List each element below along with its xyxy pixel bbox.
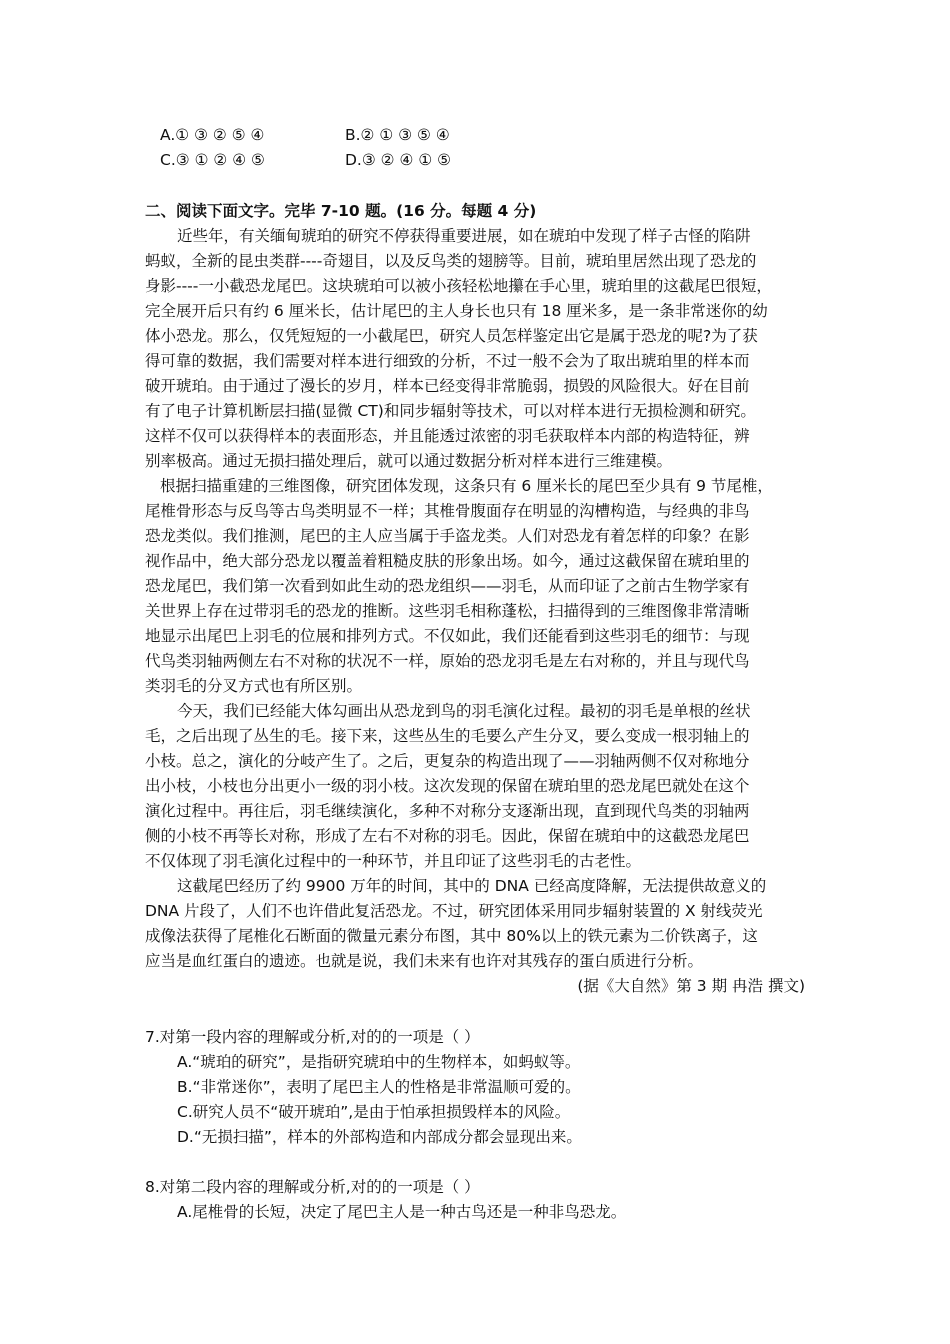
option-b: B.② ① ③ ⑤ ④ (345, 126, 450, 144)
question-7-option-d: D.“无损扫描”，样本的外部构造和内部成分都会显现出来。 (177, 1128, 582, 1146)
passage-line: 出小枝，小枝也分出更小一级的羽小枝。这次发现的保留在琥珀里的恐龙尾巴就处在这个 (145, 777, 750, 795)
passage-line: 别率极高。通过无损扫描处理后，就可以通过数据分析对样本进行三维建模。 (145, 452, 673, 470)
question-8-option-a: A.尾椎骨的长短，决定了尾巴主人是一种古鸟还是一种非鸟恐龙。 (177, 1203, 627, 1221)
passage-line: 有了电子计算机断层扫描(显微 CT)和同步辐射等技术，可以对样本进行无损检测和研究。 (145, 402, 756, 420)
passage-line: 今天，我们已经能大体勾画出从恐龙到鸟的羽毛演化过程。最初的羽毛是单根的丝状 (177, 702, 751, 720)
passage-line: 蚂蚁，全新的昆虫类群----奇翅目，以及反鸟类的翅膀等。目前，琥珀里居然出现了恐龙的 (145, 252, 757, 270)
option-d: D.③ ② ④ ① ⑤ (345, 151, 452, 169)
source-citation: (据《大自然》第 3 期 冉浩 撰文) (577, 977, 805, 995)
passage-line: 这截尾巴经历了约 9900 万年的时间，其中的 DNA 已经高度降解，无法提供故意义的 (177, 877, 767, 895)
passage-line: 小枝。总之，演化的分岐产生了。之后，更复杂的构造出现了——羽轴两侧不仅对称地分 (145, 752, 750, 770)
passage-line: 不仅体现了羽毛演化过程中的一种环节，并且印证了这些羽毛的古老性。 (145, 852, 642, 870)
question-8-stem: 8.对第二段内容的理解或分析,对的的一项是（ ） (145, 1178, 480, 1196)
option-c: C.③ ① ② ④ ⑤ (160, 151, 265, 169)
passage-line: 尾椎骨形态与反鸟等古鸟类明显不一样；其椎骨腹面存在明显的沟槽构造，与经典的非鸟 (145, 502, 750, 520)
passage-line: 恐龙尾巴，我们第一次看到如此生动的恐龙组织——羽毛，从而印证了之前古生物学家有 (145, 577, 750, 595)
passage-line: 演化过程中。再往后，羽毛继续演化，多种不对称分支逐渐出现，直到现代鸟类的羽轴两 (145, 802, 750, 820)
passage-line: 破开琥珀。由于通过了漫长的岁月，样本已经变得非常脆弱，损毁的风险很大。好在目前 (145, 377, 750, 395)
passage-line: 成像法获得了尾椎化石断面的微量元素分布图，其中 80%以上的铁元素为二价铁离子，这 (145, 927, 758, 945)
passage-line: 视作品中，绝大部分恐龙以覆盖着粗糙皮肤的形象出场。如今，通过这截保留在琥珀里的 (145, 552, 750, 570)
option-a: A.① ③ ② ⑤ ④ (160, 126, 265, 144)
passage-line: 代鸟类羽轴两侧左右不对称的状况不一样，原始的恐龙羽毛是左右对称的，并且与现代鸟 (145, 652, 750, 670)
passage-line: 身影----一小截恐龙尾巴。这块琥珀可以被小孩轻松地攥在手心里，琥珀里的这截尾巴很短， (145, 277, 772, 295)
passage-line: 近些年，有关缅甸琥珀的研究不停获得重要进展，如在琥珀中发现了样子古怪的陷阱 (177, 227, 751, 245)
passage-line: 毛，之后出现了丛生的毛。接下来，这些丛生的毛要么产生分叉，要么变成一根羽轴上的 (145, 727, 750, 745)
passage-line: 完全展开后只有约 6 厘米长，估计尾巴的主人身长也只有 18 厘米多，是一条非常迷你的幼 (145, 302, 768, 320)
passage-line: 关世界上存在过带羽毛的恐龙的推断。这些羽毛相称蓬松，扫描得到的三维图像非常清晰 (145, 602, 750, 620)
passage-line: DNA 片段了，人们不也许借此复活恐龙。不过，研究团体采用同步辐射装置的 X 射线荧光 (145, 902, 763, 920)
passage-line: 恐龙类似。我们推测，尾巴的主人应当属于手盗龙类。人们对恐龙有着怎样的印象？在影 (145, 527, 750, 545)
passage-line: 根据扫描重建的三维图像，研究团体发现，这条只有 6 厘米长的尾巴至少具有 9 节尾椎， (160, 477, 773, 495)
passage-line: 地显示出尾巴上羽毛的位展和排列方式。不仅如此，我们还能看到这些羽毛的细节：与现 (145, 627, 750, 645)
passage-line: 这样不仅可以获得样本的表面形态，并且能透过浓密的羽毛获取样本内部的构造特征，辨 (145, 427, 750, 445)
question-7-stem: 7.对第一段内容的理解或分析,对的的一项是（ ） (145, 1028, 480, 1046)
question-7-option-a: A.“琥珀的研究”，是指研究琥珀中的生物样本，如蚂蚁等。 (177, 1053, 581, 1071)
question-7-option-c: C.研究人员不“破开琥珀”,是由于怕承担损毁样本的风险。 (177, 1103, 571, 1121)
section-title: 二、阅读下面文字。完毕 7-10 题。(16 分。每题 4 分) (145, 202, 537, 220)
passage-line: 侧的小枝不再等长对称，形成了左右不对称的羽毛。因此，保留在琥珀中的这截恐龙尾巴 (145, 827, 750, 845)
passage-line: 类羽毛的分叉方式也有所区别。 (145, 677, 363, 695)
passage-line: 体小恐龙。那么，仅凭短短的一小截尾巴，研究人员怎样鉴定出它是属于恐龙的呢?为了获 (145, 327, 758, 345)
passage-line: 应当是血红蛋白的遗迹。也就是说，我们未来有也许对其残存的蛋白质进行分析。 (145, 952, 704, 970)
question-7-option-b: B.“非常迷你”，表明了尾巴主人的性格是非常温顺可爱的。 (177, 1078, 581, 1096)
passage-line: 得可靠的数据，我们需要对样本进行细致的分析，不过一般不会为了取出琥珀里的样本而 (145, 352, 750, 370)
